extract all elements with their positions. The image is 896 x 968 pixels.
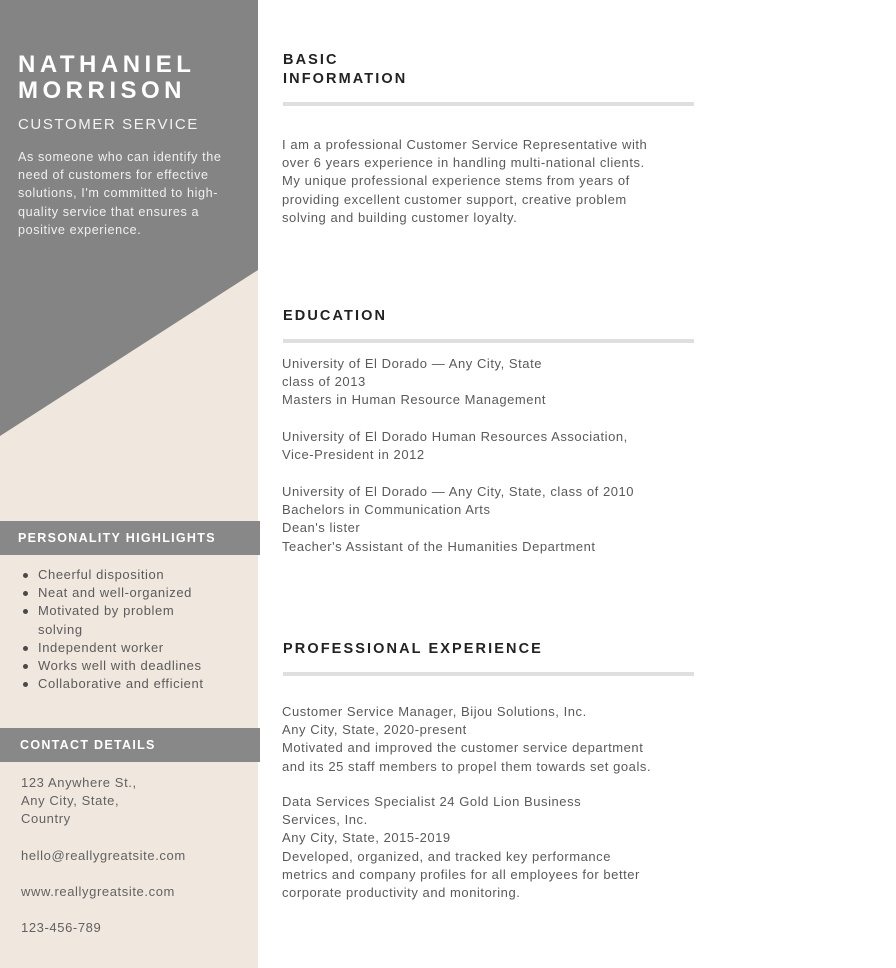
text-line: providing excellent customer support, creative problem (282, 191, 627, 207)
highlight-text: Independent worker (38, 639, 164, 655)
text-line: Vice-President in 2012 (282, 447, 425, 463)
address-line: Country (21, 811, 71, 827)
text-line: corporate productivity and monitoring. (282, 885, 521, 901)
text-line: Customer Service Manager, Bijou Solutions, Inc. (282, 704, 587, 719)
basic-info-heading (283, 51, 407, 89)
education-entry (282, 355, 692, 410)
person-name (18, 52, 195, 104)
text-line: University of El Dorado — Any City, State, class of 2010 (282, 484, 635, 499)
highlight-text: Motivated by problem solving (38, 603, 175, 637)
highlight-item (20, 675, 245, 693)
bullet-icon (23, 664, 28, 669)
education-entry (282, 428, 692, 464)
text-line: metrics and company profiles for all employees for better (282, 866, 640, 882)
experience-entry (282, 703, 692, 776)
basic-info-text (282, 136, 692, 227)
highlight-item (20, 584, 245, 602)
highlight-text: Works well with deadlines (38, 658, 202, 674)
text-line: Masters in Human Resource Management (282, 392, 547, 408)
section-divider (283, 339, 694, 343)
contact-address (21, 774, 137, 829)
text-line: I am a professional Customer Service Representative with (282, 137, 648, 152)
address-line: 123 Anywhere St., (21, 775, 137, 790)
text-line: Any City, State, 2015-2019 (282, 830, 451, 846)
highlight-text: Collaborative and efficient (38, 676, 204, 692)
contact-heading-bar (0, 728, 260, 762)
person-title: CUSTOMER SERVICE (18, 116, 199, 133)
bullet-icon (23, 591, 28, 596)
heading-line: BASIC (283, 52, 339, 68)
bullet-icon (23, 609, 28, 614)
highlights-heading: PERSONALITY HIGHLIGHTS (18, 531, 216, 545)
contact-email[interactable]: hello@reallygreatsite.com (21, 848, 186, 863)
highlight-item (20, 657, 245, 675)
highlights-list (20, 566, 245, 693)
contact-heading: CONTACT DETAILS (20, 738, 156, 752)
text-line: over 6 years experience in handling multi-national clients. (282, 155, 645, 171)
bullet-icon (23, 646, 28, 651)
highlight-text: Cheerful disposition (38, 567, 165, 582)
section-divider (283, 102, 694, 106)
person-last-name: MORRISON (18, 77, 186, 104)
experience-entry (282, 793, 692, 902)
highlight-item (20, 639, 245, 657)
text-line: Bachelors in Communication Arts (282, 502, 491, 518)
text-line: Any City, State, 2020-present (282, 722, 467, 738)
highlights-heading-bar (0, 521, 260, 555)
text-line: University of El Dorado — Any City, State (282, 356, 543, 371)
education-heading: EDUCATION (283, 308, 388, 324)
highlight-text: Neat and well-organized (38, 585, 192, 601)
text-line: and its 25 staff members to propel them towards set goals. (282, 758, 652, 774)
highlight-item (20, 566, 245, 584)
highlight-item (20, 602, 210, 638)
text-line: Data Services Specialist 24 Gold Lion Business (282, 794, 582, 809)
text-line: Teacher's Assistant of the Humanities Department (282, 538, 596, 554)
section-divider (283, 672, 694, 676)
address-line: Any City, State, (21, 793, 120, 809)
text-line: solving and building customer loyalty. (282, 209, 518, 225)
heading-line: INFORMATION (283, 71, 408, 87)
education-entry (282, 483, 692, 556)
text-line: Motivated and improved the customer service department (282, 740, 644, 756)
text-line: University of El Dorado Human Resources Association, (282, 429, 628, 444)
bullet-icon (23, 573, 28, 578)
person-summary: As someone who can identify the need of customers for effective solutions, I'm committed to high-quality service that ensures a positive experience. (18, 150, 222, 237)
contact-phone: 123-456-789 (21, 920, 102, 935)
bullet-icon (23, 682, 28, 687)
text-line: class of 2013 (282, 374, 366, 390)
experience-heading: PROFESSIONAL EXPERIENCE (283, 641, 543, 657)
text-line: My unique professional experience stems from years of (282, 173, 630, 189)
text-line: Services, Inc. (282, 812, 368, 828)
person-first-name: NATHANIEL (18, 51, 196, 78)
text-line: Developed, organized, and tracked key performance (282, 848, 612, 864)
sidebar (0, 0, 258, 968)
contact-website[interactable]: www.reallygreatsite.com (21, 884, 175, 899)
text-line: Dean's lister (282, 520, 361, 536)
